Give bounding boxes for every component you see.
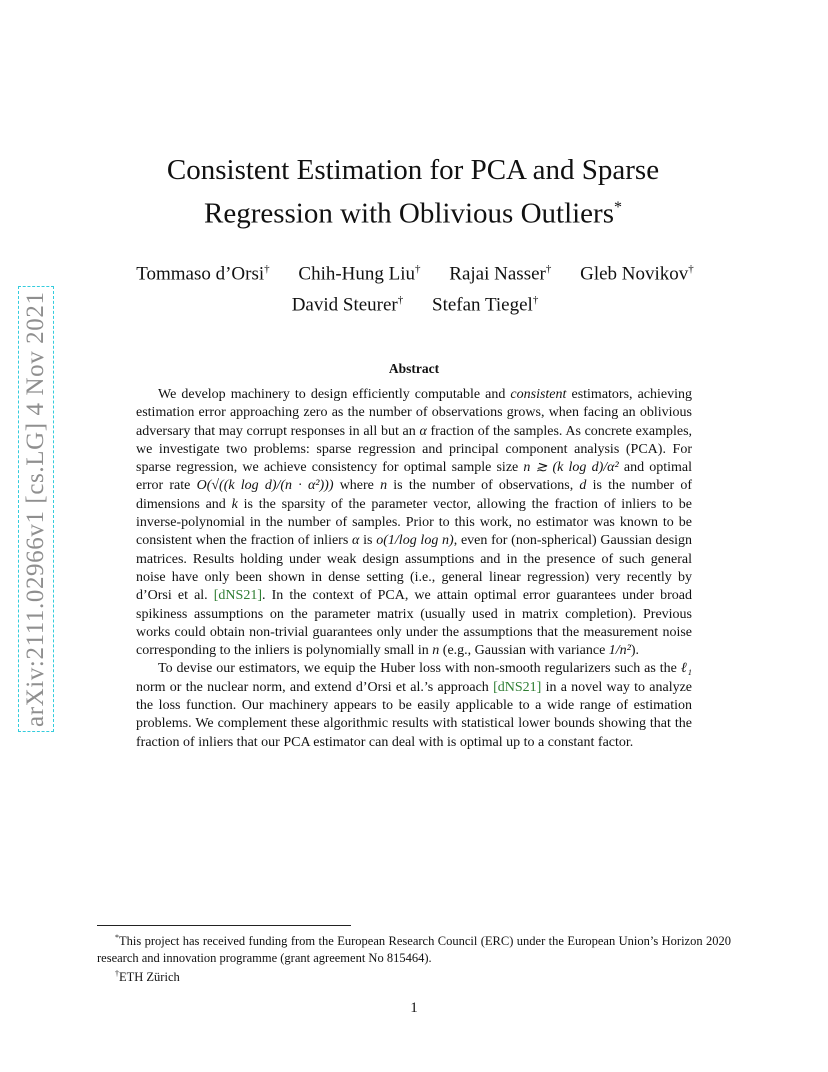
author-row-2 [100, 287, 730, 318]
math-d: d [579, 478, 587, 494]
arxiv-identifier-stamp: arXiv:2111.02966v1 [cs.LG] 4 Nov 2021 [18, 286, 54, 732]
math-small-o: o(1/log log n) [376, 533, 454, 549]
math-n: n [432, 643, 440, 659]
author: Gleb Novikov† [580, 263, 694, 285]
author-list [100, 256, 730, 319]
paper-title-text: Consistent Estimation for PCA and Sparse Regression with Oblivious Outliers [166, 154, 660, 230]
author: Tommaso d’Orsi† [136, 263, 270, 285]
abstract-paragraph-2: To devise our estimators, we equip the Huber loss with non-smooth regularizers such as the ℓ₁ norm or the nuclear norm, and extend d’Orsi et al.’s approach [dNS21] in a novel way to analyze the loss function. Our machinery appears to be easily applicable to a wide range of estimation problems. We complement these algorithmic results with statistical lower bounds showing that the fraction of inliers that our PCA estimator can deal with is optimal up to a constant factor. [136, 661, 693, 750]
author-row-1 [100, 256, 730, 287]
abstract-body [136, 386, 692, 752]
author: Chih-Hung Liu† [298, 263, 421, 285]
emphasis-consistent: consistent [510, 387, 567, 402]
math-l1-norm: ℓ₁ [680, 661, 692, 677]
footnote-affiliation: †ETH Zürich [115, 969, 180, 985]
math-n: n [380, 478, 388, 494]
math-sample-size: n ≳ (k log d)/α² [523, 460, 619, 476]
math-error-rate: O(√((k log d)/(n · α²))) [196, 478, 334, 494]
abstract-heading: Abstract [388, 361, 440, 376]
math-k: k [231, 496, 238, 512]
footnotes [97, 930, 731, 986]
author: Stefan Tiegel† [432, 294, 539, 316]
footnote-divider [97, 925, 351, 926]
citation-link-dns21[interactable]: [dNS21] [493, 679, 542, 695]
math-variance: 1/n² [608, 643, 631, 659]
title-footnote-mark: * [614, 199, 622, 216]
citation-link-dns21[interactable]: [dNS21] [213, 588, 262, 604]
footnote-funding: *This project has received funding from the European Research Council (ERC) under the European Union’s Horizon 2020 research and innovation programme (grant agreement No 815464). [97, 933, 731, 965]
abstract-paragraph-1: We develop machinery to design efficiently computable and consistent estimators, achieving estimation error approaching zero as the number of observations grows, when facing an oblivious adversary that may corrupt responses in all but an α fraction of the samples. As concrete examples, we investigate two problems: sparse regression and principal component analysis (PCA). For sparse regression, we achieve consistency for optimal sample size n ≳ (k log d)/α² and optimal error rate O(√((k log d)/(n · α²))) where n is the number of observations, d is the number of dimensions and k is the sparsity of the parameter vector, allowing the fraction of inliers to be inverse-polynomial in the number of samples. Prior to this work, no estimator was known to be consistent when the fraction of inliers α is o(1/log log n), even for (non-spherical) Gaussian design matrices. Results holding under weak design assumptions and in the presence of such general noise have only been shown in dense setting (i.e., general linear regression) very recently by d’Orsi et al. [dNS21]. In the context of PCA, we attain optimal error guarantees under broad spikiness assumptions on the parameter matrix (usually used in matrix completion). Previous works could obtain non-trivial guarantees only under the assumptions that the measurement noise corresponding to the inliers is polynomially small in n (e.g., Gaussian with variance 1/n²). [136, 387, 693, 659]
author: David Steurer† [291, 294, 404, 316]
paper-title [110, 152, 716, 233]
author: Rajai Nasser† [449, 263, 552, 285]
math-alpha: α [352, 533, 360, 549]
math-alpha: α [419, 423, 427, 439]
page-number: 1 [410, 1000, 418, 1016]
